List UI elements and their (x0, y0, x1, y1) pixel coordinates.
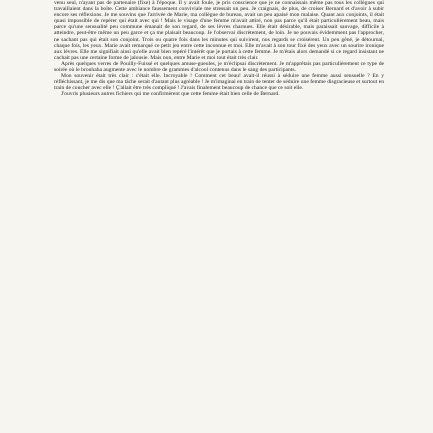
paragraph-4: J'ouvris plusieurs autres fichiers qui me confirmèrent que cette femme était bien celle de Bernard. (61, 91, 280, 98)
paragraph-3: Mon souvenir était très clair : c'était elle. Incroyable ! Comment cet beau! avait-il réussi à séduire une femme aussi sensuelle ? En y réfléchissant, je me dis que ma tâche serait d'autant plus agréable ! Je m'imaginai en train de tenter de séduire une femme disgracieuse et surtout en train de coucher avec elle ! Ç'allait être très compliqué ! J'avais finalement beaucoup de chance que ce soit elle. (54, 73, 384, 92)
paragraph-2: Après quelques verres de Pouilly-Fuissé et quelques amuse-gueules, je m'éclipsai discrètement. Je m'apprêtais pas particulièrement ce type de soirée où le brouhaha augmente avec le nombre de grammes d'alcool contenus dans le sang des participants. (54, 60, 384, 74)
paragraph-1: venu seul, n'ayant pas de partenaire (fixe) à l'époque. Il y avait foule, je pris conscience que je ne connaissais même pas tous les collègues qui travaillaient dans la boîte. Cette ambiance faussement conviviale me stressait un peu. Je craignais, de plus, de croiser Bernard et d'avoir à subir encore ses réflexions. Je me souvins que l'arrivée de Marie, ma collègue de bureau, avait un peu apaisé mon malaise. Quant aux conjoints, il était quasi impossible de repérer qui était avec qui ! Mais le visage d'une femme m'avait attiré, non pas parce qu'il était particulièrement beau, mais parce qu'une sensualité peu commune émanait de son regard, de ses lèvres charnues. Elle était désirable, mais paraissait sauvage, difficile à atteindre, peut-être même un peu garce et ça me plaisait beaucoup. Je l'observai discrètement, de loin. Je ne pouvais évidemment pas l'approcher, ne sachant pas qui était son conjoint. Trois ou quatre fois dans les minutes qui suivirent, nos regards se croisèrent. Un peu gêné, je détournai, chaque fois, les yeux. Marie avait remarqué ce petit jeu entre cette inconnue et moi. Elle m'avait à son tour fixé des yeux avec un sourire ironique aux lèvres. Elle me signifiait ainsi qu'elle avait bien repéré l'intérêt que je portais à cette femme. Je m'étais alors demandé si ce regard insistant ne cachait pas une certaine forme de jalousie. Mais non, entre Marie et moi tout était très clair. (54, 0, 384, 61)
document-page (54, 0, 384, 433)
